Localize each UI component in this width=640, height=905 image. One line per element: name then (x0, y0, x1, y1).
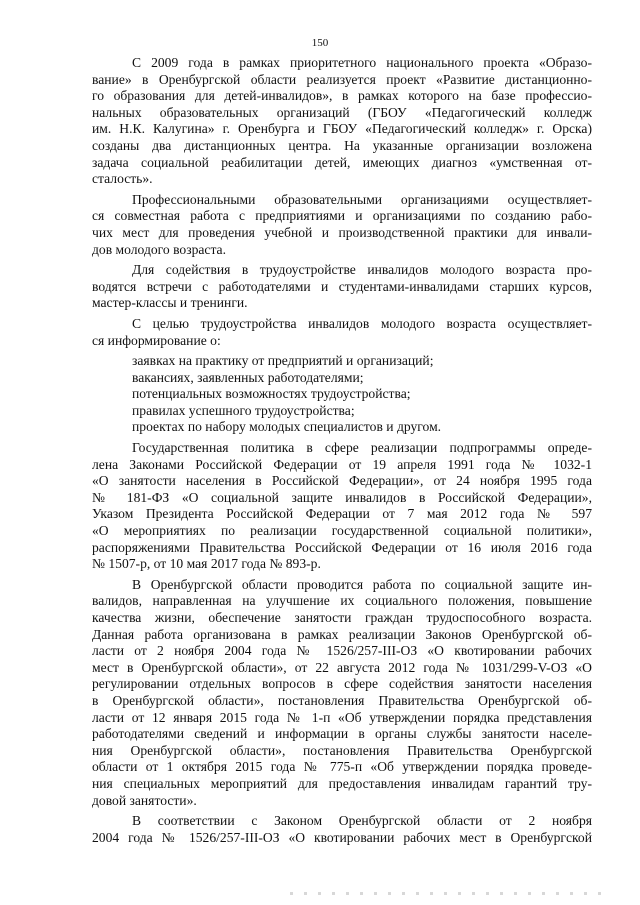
paragraph (92, 440, 592, 573)
text-line: дов молодого возраста. (92, 241, 226, 257)
text-line: ся совместная работа с предприятиями и организациями по созданию рабо- (92, 208, 592, 224)
text-line: Государственная политика в сфере реализации подпрограммы опреде- (132, 440, 592, 456)
text-line: им. Н.К. Калугина» г. Оренбурга и ГБОУ «Педагогический колледж» г. Орска) (92, 121, 592, 137)
text-line: С 2009 года в рамках приоритетного национального проекта «Образо- (132, 55, 592, 70)
paragraph (92, 192, 592, 258)
text-line: ния специальных мероприятий для предоставления инвалидам гарантий тру- (92, 775, 592, 791)
text-line: задача социальной реабилитации детей, имеющих диагноз «умственная от- (92, 154, 592, 170)
text-line: мест в Оренбургской области», от 22 августа 2012 года № 1031/299-V-ОЗ «О (92, 659, 592, 675)
text-line: работодателями сведений и информации в органы службы занятости населе- (92, 726, 592, 742)
text-line: нальных образовательных организаций (ГБОУ «Педагогический колледж (92, 104, 592, 120)
text-line: № 181-ФЗ «О социальной защите инвалидов в Российской Федерации», (92, 489, 592, 505)
text-line: Для содействия в трудоустройстве инвалидов молодого возраста про- (132, 262, 592, 278)
text-line: «О занятости населения в Российской Федерации», от 24 ноября 1995 года (92, 473, 592, 489)
text-line: С целью трудоустройства инвалидов молодого возраста осуществляет- (132, 315, 592, 331)
page-number: 150 (311, 37, 329, 49)
text-line: регулировании отдельных вопросов в сфере содействия занятости населения (92, 676, 592, 692)
text-line: ния Оренбургской области», постановления Правительства Оренбургской (92, 742, 592, 758)
list-item: заявках на практику от предприятий и организаций; (132, 353, 434, 369)
text-line: ся информирование о: (92, 332, 221, 348)
text-line: Профессиональными образовательными организациями осуществляет- (132, 191, 592, 207)
scan-artifact (290, 892, 610, 895)
document-body (92, 55, 592, 850)
list-item: вакансиях, заявленных работодателями; (132, 369, 364, 385)
text-line: созданы два дистанционных центра. На указанные организации возложена (92, 137, 592, 153)
text-line: области от 1 октября 2015 года № 775-п «Об утверждении порядка проведе- (92, 759, 592, 775)
text-line: довой занятости». (92, 792, 197, 808)
text-line: распоряжениями Правительства Российской Федерации от 16 июля 2016 года (92, 539, 592, 555)
text-line: го образования для детей-инвалидов», в рамках которого на базе профессио- (92, 88, 592, 104)
text-line: «О мероприятиях по реализации государственной социальной политики», (92, 523, 592, 539)
paragraph (92, 55, 592, 188)
text-line: в Оренбургской области», постановления Правительства Оренбургской об- (92, 692, 592, 708)
paragraph (92, 577, 592, 809)
text-line: ласти от 12 января 2015 года № 1-п «Об утверждении порядка представления (92, 709, 592, 725)
list-item: проектах по набору молодых специалистов и другом. (132, 419, 442, 435)
text-line: вание» в Оренбургской области реализуется проект «Развитие дистанционно- (92, 71, 592, 87)
paragraph (92, 813, 592, 846)
paragraph (92, 262, 592, 312)
paragraph (92, 316, 592, 349)
bullet-list (92, 353, 592, 436)
text-line: ласти от 2 ноября 2004 года № 1526/257-III-ОЗ «О квотировании рабочих (92, 643, 592, 659)
text-line: качества жизни, обеспечение занятости граждан трудоспособного возраста. (92, 610, 592, 625)
text-line: сталость». (92, 171, 153, 187)
text-line: 2004 года № 1526/257-III-ОЗ «О квотировании рабочих мест в Оренбургской (92, 829, 592, 845)
text-line: № 1507-р, от 10 мая 2017 года № 893-р. (92, 556, 321, 572)
text-line: Указом Президента Российской Федерации от 7 мая 2012 года № 597 (92, 506, 592, 522)
text-line: водятся встречи с работодателями и студентами-инвалидами старших курсов, (92, 278, 592, 294)
text-line: валидов, направленная на улучшение их социального положения, повышение (92, 593, 592, 609)
text-line: В Оренбургской области проводится работа по социальной защите ин- (132, 576, 592, 592)
list-item: потенциальных возможностях трудоустройства; (132, 386, 411, 402)
text-line: мастер-классы и тренинги. (92, 295, 248, 311)
list-item: правилах успешного трудоустройства; (132, 402, 355, 418)
text-line: Данная работа организована в рамках реализации Законов Оренбургской об- (92, 626, 592, 642)
text-line: чих мест для проведения учебной и производственной практики для инвали- (92, 224, 592, 240)
text-line: В соответствии с Законом Оренбургской области от 2 ноября (132, 813, 592, 829)
text-line: лена Законами Российской Федерации от 19 апреля 1991 года № 1032-1 (92, 456, 592, 472)
